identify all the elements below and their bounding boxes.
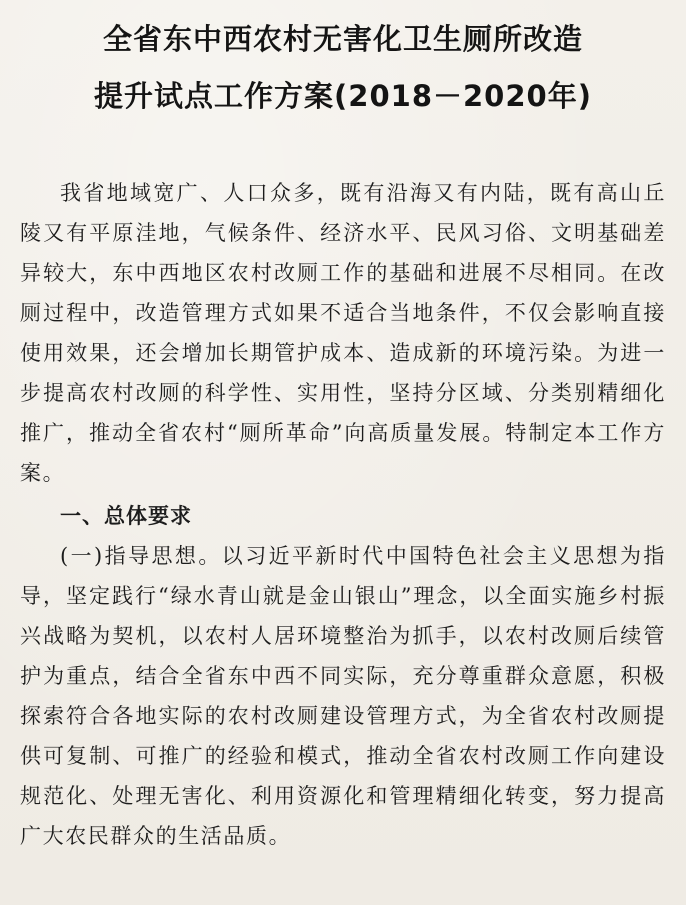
intro-paragraph: 我省地域宽广、人口众多，既有沿海又有内陆，既有高山丘陵又有平原洼地，气候条件、经济水平、民风习俗、文明基础差异较大，东中西地区农村改厕工作的基础和进展不尽相同。在改厕过程中，改造管理方式如果不适合当地条件，不仅会影响直接使用效果，还会增加长期管护成本、造成新的环境污染。为进一步提高农村改厕的科学性、实用性，坚持分区域、分类别精细化推广，推动全省农村“厕所革命”向高质量发展。特制定本工作方案。 — [20, 181, 666, 485]
guiding-ideology-paragraph: (一)指导思想。以习近平新时代中国特色社会主义思想为指导，坚定践行“绿水青山就是金山银山”理念，以全面实施乡村振兴战略为契机，以农村人居环境整治为抓手，以农村改厕后续管护为重点，结合全省东中西不同实际，充分尊重群众意愿，积极探索符合各地实际的农村改厕建设管理方式，为全省农村改厕提供可复制、可推广的经验和模式，推动全省农村改厕工作向建设规范化、处理无害化、利用资源化和管理精细化转变，努力提高广大农民群众的生活品质。 — [20, 544, 666, 848]
document-title-line2: 提升试点工作方案(2018－2020年) — [94, 79, 592, 113]
section-heading: 一、总体要求 — [60, 504, 192, 528]
document-title-line1: 全省东中西农村无害化卫生厕所改造 — [102, 22, 583, 56]
